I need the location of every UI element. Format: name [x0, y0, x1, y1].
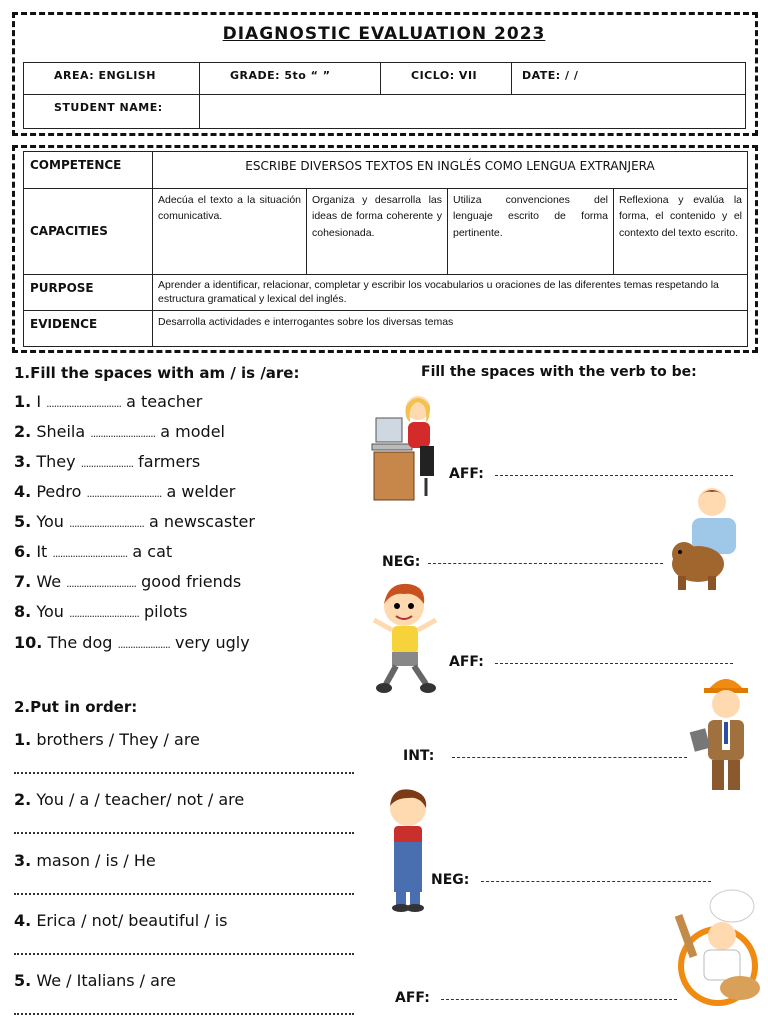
student-name-label: STUDENT NAME: — [24, 95, 200, 129]
competence-text: ESCRIBE DIVERSOS TEXTOS EN INGLÉS COMO LENGUA EXTRANJERA — [153, 152, 748, 189]
item-words: brothers / They / are — [36, 730, 200, 749]
item-number: 5. — [14, 971, 32, 990]
answer-line[interactable] — [14, 893, 354, 895]
item-number: 10. — [14, 633, 43, 652]
blank-space[interactable]: ............................ — [66, 577, 137, 590]
evidence-label: EVIDENCE — [24, 311, 153, 347]
doctor-dog-illustration — [668, 484, 756, 594]
blank-space[interactable]: .......................... — [90, 427, 156, 440]
blank-space[interactable]: .............................. — [46, 397, 122, 410]
exercise1-item — [14, 512, 255, 531]
exercise2-item — [14, 790, 244, 809]
item-subject: Pedro — [36, 482, 82, 501]
exercise3-title: Fill the spaces with the verb to be: — [421, 364, 697, 380]
item-words: mason / is / He — [36, 851, 156, 870]
exercise2-item — [14, 851, 156, 870]
capacities-label: CAPACITIES — [24, 189, 153, 275]
area-cell: AREA: ENGLISH — [24, 63, 200, 95]
capacity-1: Adecúa el texto a la situación comunicativa. — [153, 189, 307, 275]
sad-boy-illustration — [382, 786, 434, 914]
engineer-illustration — [686, 668, 766, 796]
item-complement: very ugly — [175, 633, 250, 652]
item-number: 1. — [14, 730, 32, 749]
item-complement: good friends — [141, 572, 242, 591]
answer-line[interactable] — [481, 881, 711, 882]
item-number: 3. — [14, 851, 32, 870]
exercise2-item — [14, 730, 200, 749]
sentence-type-label: INT: — [403, 748, 435, 764]
item-complement: a model — [160, 422, 225, 441]
item-words: You / a / teacher/ not / are — [36, 790, 245, 809]
item-number: 7. — [14, 572, 32, 591]
item-number: 8. — [14, 602, 32, 621]
item-subject: I — [36, 392, 42, 411]
item-subject: The dog — [47, 633, 113, 652]
competence-label: COMPETENCE — [24, 152, 153, 189]
answer-line[interactable] — [14, 772, 354, 774]
item-complement: a teacher — [126, 392, 203, 411]
answer-line[interactable] — [441, 999, 677, 1000]
purpose-label: PURPOSE — [24, 275, 153, 311]
item-number: 4. — [14, 911, 32, 930]
item-words: We / Italians / are — [36, 971, 177, 990]
exercise1-item — [14, 392, 202, 411]
answer-line[interactable] — [495, 475, 733, 476]
answer-line[interactable] — [14, 1013, 354, 1015]
item-number: 2. — [14, 422, 32, 441]
capacity-3: Utiliza convenciones del lenguaje escrito de forma pertinente. — [448, 189, 614, 275]
blank-space[interactable]: ..................... — [117, 638, 170, 651]
item-words: Erica / not/ beautiful / is — [36, 911, 228, 930]
item-complement: farmers — [138, 452, 201, 471]
blank-space[interactable]: .............................. — [86, 487, 162, 500]
page-title: DIAGNOSTIC EVALUATION 2023 — [222, 24, 546, 44]
capacity-4: Reflexiona y evalúa la forma, el contenido y el contexto del texto escrito. — [614, 189, 748, 275]
blank-space[interactable]: .............................. — [68, 517, 144, 530]
sentence-type-label: AFF: — [395, 990, 430, 1006]
exercise1-item — [14, 542, 172, 561]
grade-cell: GRADE: 5to “ ” — [200, 63, 381, 95]
exercise1-title: 1.Fill the spaces with am / is /are: — [14, 364, 300, 382]
answer-line[interactable] — [14, 832, 354, 834]
blank-space[interactable]: ............................ — [68, 607, 139, 620]
exercise1-item — [14, 422, 225, 441]
date-cell: DATE: / / — [512, 63, 746, 95]
item-subject: You — [36, 512, 64, 531]
ciclo-cell: CICLO: VII — [381, 63, 512, 95]
exercise2-item — [14, 911, 228, 930]
item-complement: a newscaster — [148, 512, 255, 531]
exercise1-item — [14, 452, 200, 471]
item-number: 5. — [14, 512, 32, 531]
item-complement: a cat — [132, 542, 173, 561]
item-number: 4. — [14, 482, 32, 501]
exercise1-item — [14, 572, 241, 591]
item-subject: They — [36, 452, 76, 471]
chef-illustration — [674, 884, 764, 1012]
exercise1-item — [14, 602, 187, 621]
item-subject: It — [36, 542, 48, 561]
answer-line[interactable] — [428, 563, 663, 564]
exercise1-item — [14, 633, 250, 652]
item-complement: pilots — [143, 602, 188, 621]
item-subject: You — [36, 602, 64, 621]
sentence-type-label: NEG: — [382, 554, 421, 570]
item-complement: a welder — [166, 482, 236, 501]
blank-space[interactable]: .............................. — [52, 547, 128, 560]
purpose-text: Aprender a identificar, relacionar, completar y escribir los vocabularios u oraciones de las diferentes temas respetando la estructura gramatical y lexical del inglés. — [153, 275, 748, 311]
capacity-2: Organiza y desarrolla las ideas de forma coherente y cohesionada. — [307, 189, 448, 275]
item-subject: We — [36, 572, 62, 591]
exercise2-title: 2.Put in order: — [14, 698, 138, 716]
answer-line[interactable] — [452, 757, 687, 758]
blank-space[interactable]: ..................... — [80, 457, 134, 470]
sentence-type-label: NEG: — [431, 872, 470, 888]
item-subject: Sheila — [36, 422, 86, 441]
evidence-text: Desarrolla actividades e interrogantes sobre los diversas temas — [153, 311, 748, 347]
exercise1-item — [14, 482, 235, 501]
item-number: 6. — [14, 542, 32, 561]
boy-jumping-illustration — [368, 580, 442, 698]
computer-woman-illustration — [368, 390, 440, 508]
sentence-type-label: AFF: — [449, 466, 484, 482]
item-number: 3. — [14, 452, 32, 471]
student-name-field[interactable] — [200, 95, 746, 129]
exercise2-item — [14, 971, 176, 990]
sentence-type-label: AFF: — [449, 654, 484, 670]
rubric-table — [23, 151, 748, 347]
answer-line[interactable] — [14, 953, 354, 955]
header-table — [23, 62, 746, 129]
answer-line[interactable] — [495, 663, 733, 664]
item-number: 2. — [14, 790, 32, 809]
item-number: 1. — [14, 392, 32, 411]
